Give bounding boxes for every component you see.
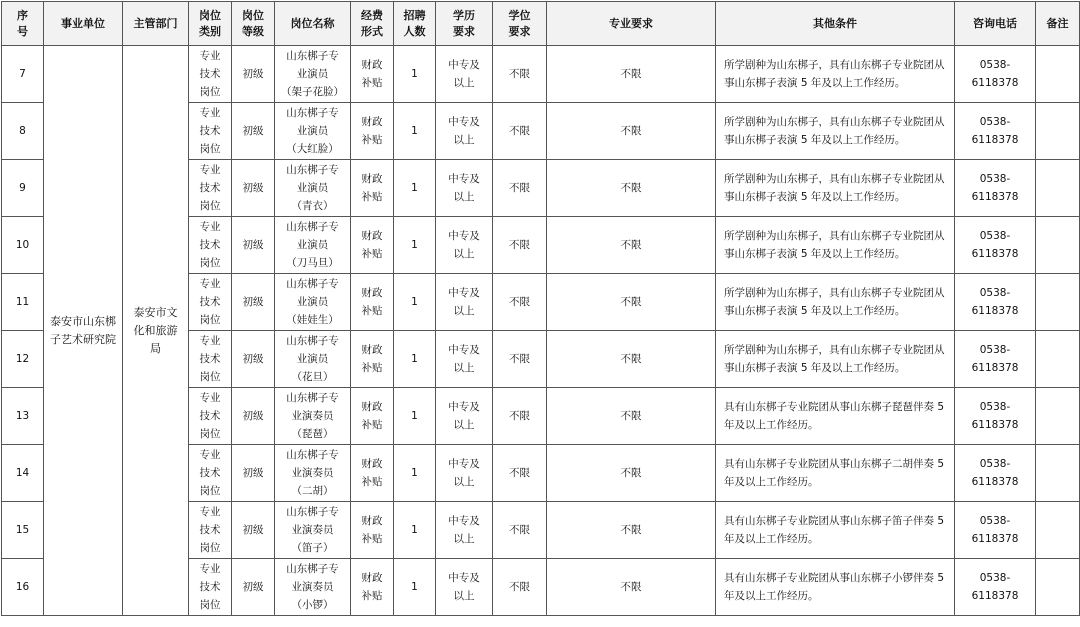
cell-education: 中专及 以上 [436,559,493,616]
cell-phone: 0538-6118378 [955,103,1036,160]
cell-major: 不限 [547,160,716,217]
cell-major: 不限 [547,331,716,388]
cell-level: 初级 [232,445,275,502]
cell-category: 专业 技术 岗位 [189,502,232,559]
cell-no: 11 [2,274,44,331]
cell-category: 专业 技术 岗位 [189,331,232,388]
cell-no: 13 [2,388,44,445]
cell-conditions: 所学剧种为山东梆子，具有山东梆子专业院团从事山东梆子表演 5 年及以上工作经历。 [716,103,955,160]
cell-phone: 0538-6118378 [955,217,1036,274]
cell-phone: 0538-6118378 [955,331,1036,388]
cell-category: 专业 技术 岗位 [189,217,232,274]
header-category: 岗位 类别 [189,2,232,46]
header-dept: 主管部门 [123,2,189,46]
cell-major: 不限 [547,103,716,160]
header-row [2,2,1080,46]
header-unit: 事业单位 [44,2,123,46]
cell-level: 初级 [232,331,275,388]
cell-degree: 不限 [493,217,547,274]
cell-education: 中专及 以上 [436,274,493,331]
cell-level: 初级 [232,502,275,559]
cell-major: 不限 [547,502,716,559]
cell-education: 中专及 以上 [436,388,493,445]
cell-count: 1 [394,274,436,331]
cell-level: 初级 [232,103,275,160]
cell-funding: 财政 补贴 [351,217,394,274]
cell-count: 1 [394,502,436,559]
cell-education: 中专及 以上 [436,160,493,217]
cell-title: 山东梆子专 业演员 （大红脸） [275,103,351,160]
cell-funding: 财政 补贴 [351,274,394,331]
cell-level: 初级 [232,217,275,274]
cell-no: 8 [2,103,44,160]
cell-category: 专业 技术 岗位 [189,274,232,331]
cell-count: 1 [394,559,436,616]
cell-funding: 财政 补贴 [351,502,394,559]
cell-funding: 财政 补贴 [351,388,394,445]
cell-degree: 不限 [493,445,547,502]
cell-level: 初级 [232,160,275,217]
cell-no: 10 [2,217,44,274]
cell-no: 9 [2,160,44,217]
header-count: 招聘 人数 [394,2,436,46]
cell-title: 山东梆子专 业演奏员 （琵琶） [275,388,351,445]
cell-conditions: 具有山东梆子专业院团从事山东梆子二胡伴奏 5 年及以上工作经历。 [716,445,955,502]
cell-notes [1036,217,1080,274]
cell-notes [1036,445,1080,502]
cell-title: 山东梆子专 业演员 （架子花脸） [275,46,351,103]
header-major: 专业要求 [547,2,716,46]
cell-funding: 财政 补贴 [351,331,394,388]
cell-notes [1036,388,1080,445]
cell-no: 7 [2,46,44,103]
cell-title: 山东梆子专 业演员 （娃娃生） [275,274,351,331]
cell-education: 中专及 以上 [436,217,493,274]
cell-category: 专业 技术 岗位 [189,559,232,616]
header-level: 岗位 等级 [232,2,275,46]
cell-title: 山东梆子专 业演奏员 （二胡） [275,445,351,502]
cell-degree: 不限 [493,46,547,103]
cell-count: 1 [394,160,436,217]
cell-level: 初级 [232,274,275,331]
cell-count: 1 [394,388,436,445]
cell-conditions: 具有山东梆子专业院团从事山东梆子小锣伴奏 5 年及以上工作经历。 [716,559,955,616]
cell-count: 1 [394,103,436,160]
cell-phone: 0538-6118378 [955,160,1036,217]
cell-notes [1036,46,1080,103]
cell-phone: 0538-6118378 [955,445,1036,502]
cell-phone: 0538-6118378 [955,274,1036,331]
cell-education: 中专及 以上 [436,46,493,103]
cell-notes [1036,331,1080,388]
cell-no: 12 [2,331,44,388]
cell-count: 1 [394,445,436,502]
cell-phone: 0538-6118378 [955,46,1036,103]
cell-level: 初级 [232,388,275,445]
cell-conditions: 所学剧种为山东梆子，具有山东梆子专业院团从事山东梆子表演 5 年及以上工作经历。 [716,331,955,388]
cell-notes [1036,274,1080,331]
table-body [2,46,1080,616]
cell-title: 山东梆子专 业演员 （刀马旦） [275,217,351,274]
cell-dept: 泰安市文 化和旅游 局 [123,46,189,616]
cell-education: 中专及 以上 [436,103,493,160]
table-row [2,46,1080,103]
cell-category: 专业 技术 岗位 [189,103,232,160]
cell-major: 不限 [547,274,716,331]
cell-degree: 不限 [493,502,547,559]
header-education: 学历 要求 [436,2,493,46]
cell-title: 山东梆子专 业演员 （花旦） [275,331,351,388]
cell-degree: 不限 [493,103,547,160]
header-title: 岗位名称 [275,2,351,46]
cell-funding: 财政 补贴 [351,445,394,502]
cell-degree: 不限 [493,559,547,616]
cell-education: 中专及 以上 [436,331,493,388]
cell-level: 初级 [232,46,275,103]
header-conditions: 其他条件 [716,2,955,46]
cell-notes [1036,502,1080,559]
cell-major: 不限 [547,445,716,502]
cell-unit: 泰安市山东梆 子艺术研究院 [44,46,123,616]
cell-degree: 不限 [493,388,547,445]
cell-funding: 财政 补贴 [351,46,394,103]
cell-conditions: 所学剧种为山东梆子，具有山东梆子专业院团从事山东梆子表演 5 年及以上工作经历。 [716,217,955,274]
cell-conditions: 所学剧种为山东梆子，具有山东梆子专业院团从事山东梆子表演 5 年及以上工作经历。 [716,46,955,103]
cell-count: 1 [394,331,436,388]
table-header [2,2,1080,46]
cell-funding: 财政 补贴 [351,559,394,616]
cell-no: 16 [2,559,44,616]
cell-notes [1036,559,1080,616]
cell-no: 15 [2,502,44,559]
cell-phone: 0538-6118378 [955,502,1036,559]
header-phone: 咨询电话 [955,2,1036,46]
cell-conditions: 具有山东梆子专业院团从事山东梆子笛子伴奏 5 年及以上工作经历。 [716,502,955,559]
cell-degree: 不限 [493,274,547,331]
cell-degree: 不限 [493,160,547,217]
cell-conditions: 所学剧种为山东梆子，具有山东梆子专业院团从事山东梆子表演 5 年及以上工作经历。 [716,274,955,331]
cell-category: 专业 技术 岗位 [189,46,232,103]
cell-major: 不限 [547,46,716,103]
cell-no: 14 [2,445,44,502]
cell-conditions: 所学剧种为山东梆子，具有山东梆子专业院团从事山东梆子表演 5 年及以上工作经历。 [716,160,955,217]
header-funding: 经费 形式 [351,2,394,46]
cell-major: 不限 [547,388,716,445]
header-notes: 备注 [1036,2,1080,46]
cell-category: 专业 技术 岗位 [189,445,232,502]
cell-count: 1 [394,46,436,103]
cell-notes [1036,103,1080,160]
recruitment-table [1,1,1080,616]
cell-title: 山东梆子专 业演员 （青衣） [275,160,351,217]
cell-category: 专业 技术 岗位 [189,160,232,217]
header-no: 序 号 [2,2,44,46]
cell-title: 山东梆子专 业演奏员 （小锣） [275,559,351,616]
cell-funding: 财政 补贴 [351,160,394,217]
cell-phone: 0538-6118378 [955,559,1036,616]
header-degree: 学位 要求 [493,2,547,46]
cell-funding: 财政 补贴 [351,103,394,160]
cell-degree: 不限 [493,331,547,388]
cell-major: 不限 [547,559,716,616]
cell-education: 中专及 以上 [436,445,493,502]
cell-conditions: 具有山东梆子专业院团从事山东梆子琵琶伴奏 5 年及以上工作经历。 [716,388,955,445]
cell-education: 中专及 以上 [436,502,493,559]
cell-major: 不限 [547,217,716,274]
cell-count: 1 [394,217,436,274]
cell-phone: 0538-6118378 [955,388,1036,445]
cell-level: 初级 [232,559,275,616]
cell-category: 专业 技术 岗位 [189,388,232,445]
cell-notes [1036,160,1080,217]
cell-title: 山东梆子专 业演奏员 （笛子） [275,502,351,559]
